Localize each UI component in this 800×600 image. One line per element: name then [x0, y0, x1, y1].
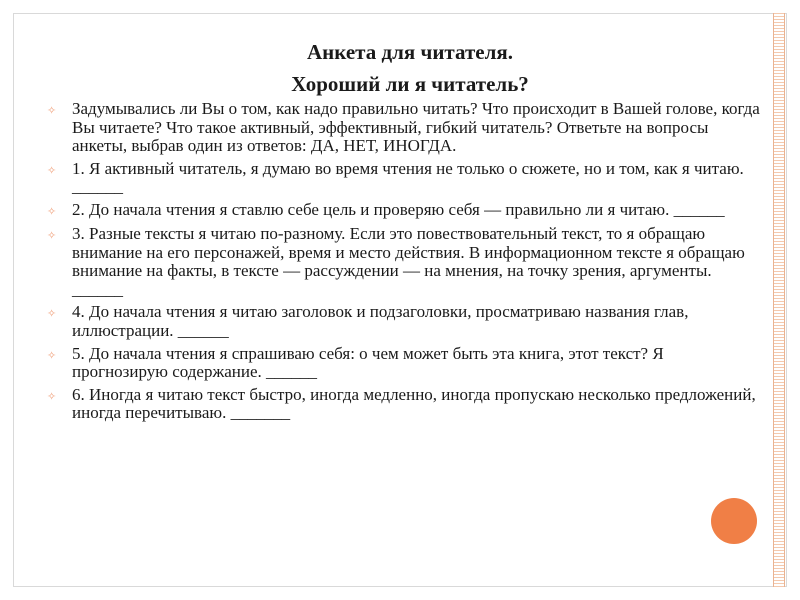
- bullet-icon: ✧: [47, 390, 57, 403]
- question-4: 4. До начала чтения я читаю заголовок и подзаголовки, просматриваю названия глав, иллюстрации. ______: [72, 302, 689, 340]
- question-6: 6. Иногда я читаю текст быстро, иногда медленно, иногда пропускаю несколько предложений, иногда перечитываю. _______: [72, 384, 756, 423]
- list-item: [47, 160, 763, 197]
- bullet-icon: ✧: [47, 205, 57, 218]
- title-line-1: Анкета для читателя.: [306, 40, 513, 64]
- list-item: [47, 201, 763, 221]
- question-5: 5. До начала чтения я спрашиваю себя: о чем может быть эта книга, этот текст? Я прогнозирую содержание. ______: [72, 343, 664, 382]
- list-item: [47, 100, 763, 156]
- list-item: [47, 386, 763, 423]
- bullet-icon: ✧: [47, 105, 57, 117]
- decorative-stripe: [773, 13, 785, 587]
- bullet-icon: ✧: [47, 229, 57, 242]
- bullet-icon: ✧: [47, 308, 57, 321]
- list-item: [47, 303, 763, 340]
- title-line-2: Хороший ли я читатель?: [291, 72, 529, 96]
- question-1: 1. Я активный читатель, я думаю во время чтения не только о сюжете, но и том, как я читаю. ______: [72, 158, 744, 197]
- question-2: 2. До начала чтения я ставлю себе цель и проверяю себя — правильно ли я читаю. ______: [72, 199, 725, 219]
- bullet-icon: ✧: [47, 164, 57, 177]
- list-item: [47, 225, 763, 299]
- intro-text: Задумывались ли Вы о том, как надо правильно читать? Что происходит в Вашей голове, когда Вы читаете? Что такое активный, эффективный, гибкий читатель? Ответьте на вопросы анкеты, выбрав один из ответов: ДА, НЕТ, ИНОГДА.: [72, 99, 760, 156]
- questionnaire-list: [47, 100, 763, 427]
- slide-title: [60, 36, 760, 100]
- list-item: [47, 345, 763, 382]
- question-3: 3. Разные тексты я читаю по-разному. Если это повествовательный текст, то я обращаю внимание на его персонажей, время и место действия. В информационном тексте я обращаю внимание на факты, в тексте — рассуждении — на мнения, на точку зрения, аргументы. ______: [72, 223, 745, 299]
- bullet-icon: ✧: [47, 349, 57, 362]
- decorative-circle: [711, 498, 757, 544]
